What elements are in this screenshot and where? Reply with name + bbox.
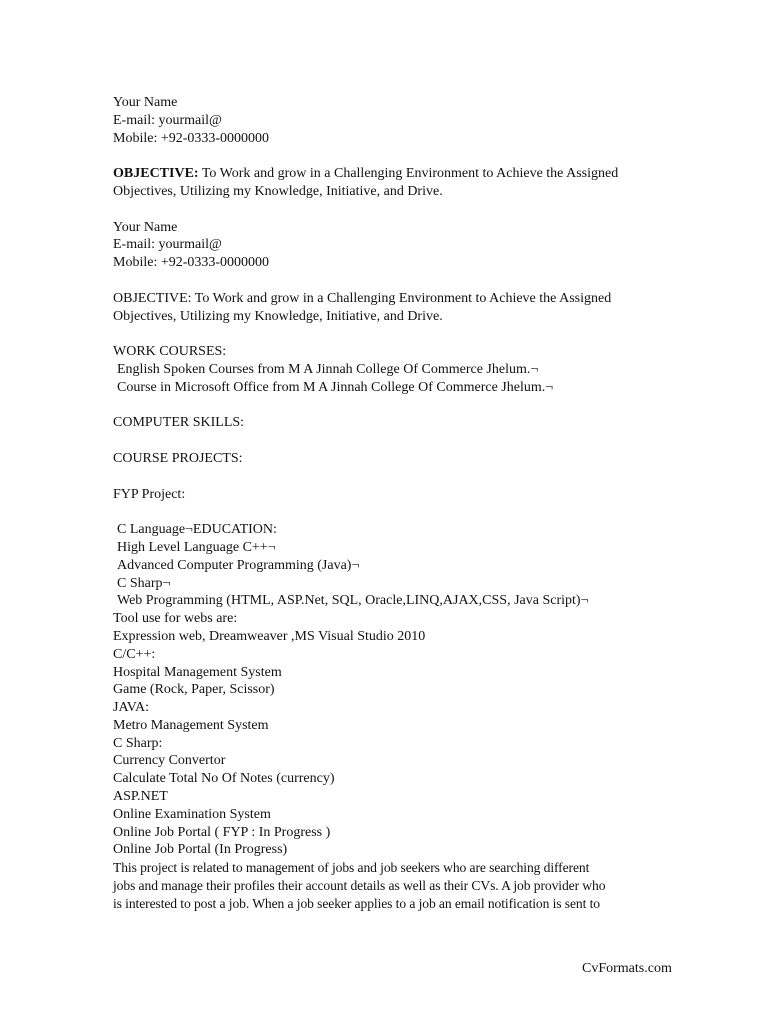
objective2-line-1: OBJECTIVE: To Work and grow in a Challenging Environment to Achieve the Assigned bbox=[113, 290, 612, 306]
footer-site-label: CvFormats.com bbox=[582, 961, 672, 976]
work-course-item: English Spoken Courses from M A Jinnah College Of Commerce Jhelum.¬ bbox=[117, 361, 539, 377]
mobile-text: Mobile: +92-0333-0000000 bbox=[113, 130, 270, 146]
skill-item: High Level Language C++¬ bbox=[117, 539, 276, 555]
spacer bbox=[113, 325, 673, 343]
email-text: E-mail: yourmail@ bbox=[113, 112, 222, 128]
project-item: Game (Rock, Paper, Scissor) bbox=[113, 682, 275, 698]
project-item: C/C++: bbox=[113, 646, 156, 662]
description-line-2: jobs and manage their profiles their account details as well as their CVs. A job provider who bbox=[113, 878, 606, 894]
project-item: JAVA: bbox=[113, 700, 150, 716]
name-text-2: Your Name bbox=[113, 219, 178, 235]
project-item: ASP.NET bbox=[113, 789, 168, 805]
objective-label: OBJECTIVE: bbox=[113, 166, 199, 182]
email-text-2: E-mail: yourmail@ bbox=[113, 237, 222, 253]
spacer bbox=[113, 397, 673, 415]
spacer bbox=[113, 201, 673, 219]
spacer bbox=[113, 272, 673, 290]
objective-text: To Work and grow in a Challenging Environment to Achieve the Assigned bbox=[198, 166, 619, 182]
tools-value: Expression web, Dreamweaver ,MS Visual Studio 2010 bbox=[113, 628, 426, 644]
project-item: Metro Management System bbox=[113, 717, 269, 733]
skill-item: C Language¬EDUCATION: bbox=[117, 522, 277, 538]
project-item: Hospital Management System bbox=[113, 664, 282, 680]
project-item: Online Job Portal ( FYP : In Progress ) bbox=[113, 824, 331, 840]
mobile-text-2: Mobile: +92-0333-0000000 bbox=[113, 255, 270, 271]
spacer bbox=[113, 503, 673, 521]
skill-item: C Sharp¬ bbox=[117, 575, 171, 591]
work-course-item: Course in Microsoft Office from M A Jinnah College Of Commerce Jhelum.¬ bbox=[117, 379, 554, 395]
project-item: Online Examination System bbox=[113, 806, 271, 822]
spacer bbox=[113, 147, 673, 165]
project-item: Online Job Portal (In Progress) bbox=[113, 842, 288, 858]
spacer bbox=[113, 468, 673, 486]
objective-line-2: Objectives, Utilizing my Knowledge, Initiative, and Drive. bbox=[113, 183, 443, 199]
computer-skills-heading: COMPUTER SKILLS: bbox=[113, 415, 245, 431]
work-courses-heading: WORK COURSES: bbox=[113, 344, 227, 360]
tools-heading: Tool use for webs are: bbox=[113, 611, 238, 627]
skill-item: Web Programming (HTML, ASP.Net, SQL, Oracle,LINQ,AJAX,CSS, Java Script)¬ bbox=[117, 593, 589, 609]
project-item: Calculate Total No Of Notes (currency) bbox=[113, 771, 335, 787]
spacer bbox=[113, 432, 673, 450]
description-line-3: is interested to post a job. When a job seeker applies to a job an email notification is sent to bbox=[113, 895, 600, 911]
project-item: Currency Convertor bbox=[113, 753, 226, 769]
name-text: Your Name bbox=[113, 95, 178, 110]
fyp-heading: FYP Project: bbox=[113, 486, 186, 502]
course-projects-heading: COURSE PROJECTS: bbox=[113, 450, 243, 466]
resume-body bbox=[113, 94, 673, 913]
project-item: C Sharp: bbox=[113, 735, 163, 751]
description-line-1: This project is related to management of jobs and job seekers who are searching different bbox=[113, 860, 590, 876]
objective2-line-2: Objectives, Utilizing my Knowledge, Initiative, and Drive. bbox=[113, 308, 443, 324]
objective-line-1 bbox=[113, 165, 673, 183]
skill-item: Advanced Computer Programming (Java)¬ bbox=[117, 557, 360, 573]
